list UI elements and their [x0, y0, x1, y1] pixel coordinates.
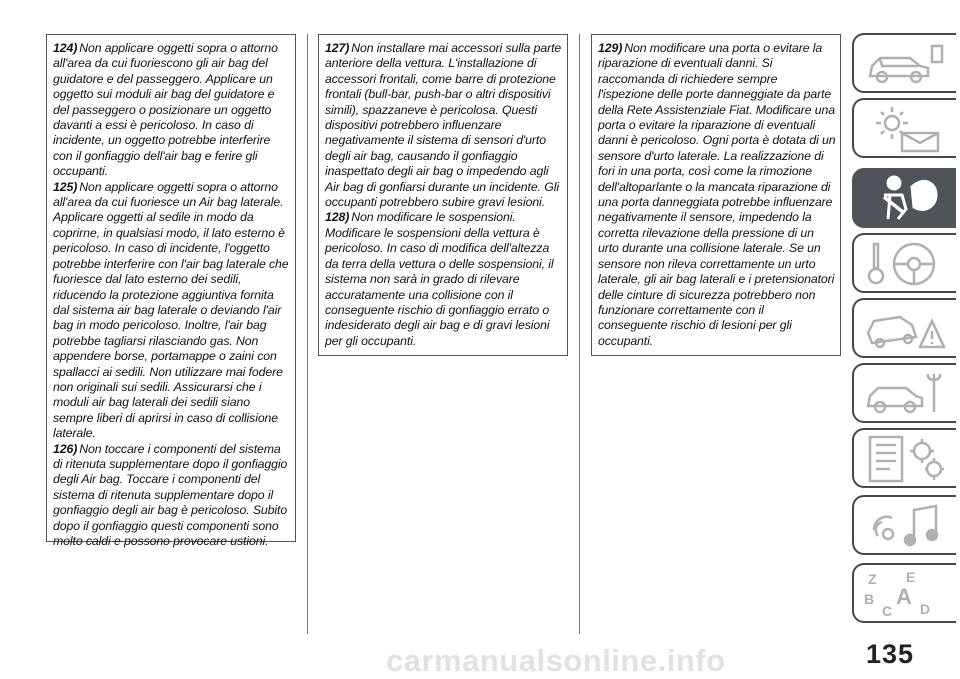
- warning-box-3: [591, 34, 841, 356]
- warning-text: Non applicare oggetti sopra o attorno all'area da cui fuoriesce un Air bag laterale. Applicare oggetti al sedile in modo da coprirne, in qualsiasi modo, il lato esterno è pericoloso. In caso di incidente, l'oggetto potrebbe interferire con l'air bag laterale che fuoriesce dal lato esterno dei sedili, riducendo la protezione aggiuntiva fornita dal sistema air bag laterale o deviando l'air bag in modo pericoloso. Inoltre, l'air bag potrebbe tagliarsi rilasciando gas. Non appendere borse, portamappe o zaini con spallacci ai sedili. Non utilizzare mai fodere non originali sui sedili. Assicurarsi che i moduli air bag laterali dei sedili siano sempre liberi di aprirsi in caso di collisione laterale.: [53, 179, 289, 441]
- chapter-tab-starting-driving[interactable]: [852, 233, 956, 293]
- key-steering-wheel-icon: [862, 238, 950, 288]
- warning-item: [53, 41, 291, 180]
- warning-box-2: [318, 34, 568, 356]
- chapter-tab-safety[interactable]: [852, 168, 956, 228]
- column-divider-left: [307, 34, 308, 634]
- warning-item: [325, 210, 563, 349]
- watermark: carmanualsonline.info: [386, 643, 726, 678]
- warning-number: 127): [325, 41, 350, 55]
- car-breakdown-icon: [862, 303, 950, 353]
- index-letter-e: E: [906, 569, 916, 585]
- chapter-tab-warning-lights[interactable]: [852, 98, 956, 158]
- technical-specs-icon: [862, 433, 950, 483]
- warning-item: [598, 41, 836, 349]
- chapter-tab-maintenance[interactable]: [852, 363, 956, 423]
- chapter-tab-technical-data[interactable]: [852, 428, 956, 488]
- warning-text: Non toccare i componenti del sistema di ritenuta supplementare dopo il gonfiaggio degli Air bag. Toccare i componenti del sistema di ritenuta supplementare dopo il gonfiaggio degli air bag è pericoloso. Subito dopo il gonfiaggio questi componenti sono molto caldi e possono provocare ustioni.: [53, 441, 288, 548]
- chapter-tab-multimedia[interactable]: [852, 495, 956, 555]
- alphabetical-index-icon: [862, 568, 950, 618]
- warning-text: Non installare mai accessori sulla parte anteriore della vettura. L'installazione di accessori frontali, come barre di protezione frontali (bull-bar, push-bar o altri dispositivi simili), spazzaneve è pericolosa. Questi dispositivi potrebbero influenzare negativamente il sistema di sensori d'urto degli air bag, causando il gonfiaggio inaspettato degli air bag o impedendo agli Air bag di gonfiarsi durante un incidente. Gli occupanti potrebbero subire gravi lesioni.: [325, 41, 562, 210]
- seatbelt-airbag-icon: [862, 173, 950, 223]
- column-divider-right: [579, 34, 580, 634]
- chapter-tab-car-info[interactable]: [852, 33, 956, 93]
- index-letter-a: A: [896, 584, 912, 609]
- warning-number: 125): [53, 179, 78, 194]
- warning-number: 128): [325, 210, 350, 225]
- chapter-tab-index[interactable]: [852, 563, 956, 623]
- car-maintenance-icon: [862, 368, 950, 418]
- warning-item: [53, 442, 291, 550]
- warning-number: 126): [53, 441, 78, 456]
- warning-item: [325, 41, 563, 210]
- warning-text: Non modificare le sospensioni. Modificare le sospensioni della vettura è pericoloso. In caso di modifica dell'altezza da terra della vettura o delle sospensioni, il sistema non sarà in grado di rilevare accuratamente una collisione con il conseguente rischio di gonfiaggio errato o indesiderato degli air bag e di gravi lesioni per gli occupanti.: [325, 210, 554, 348]
- car-info-icon: [862, 38, 950, 88]
- warning-number: 129): [598, 41, 623, 55]
- chapter-tab-emergency[interactable]: [852, 298, 956, 358]
- warning-number: 124): [53, 41, 78, 55]
- index-letter-c: C: [882, 603, 893, 618]
- warning-lights-icon: [862, 103, 950, 153]
- multimedia-icon: [862, 500, 950, 550]
- page-number: 135: [866, 639, 915, 669]
- index-letter-d: D: [920, 601, 931, 617]
- warning-box-1: [46, 34, 296, 548]
- warning-text: Non modificare una porta o evitare la riparazione di eventuali danni. Si raccomanda di richiedere sempre l'ispezione delle porte danneggiate da parte della Rete Assistenziale Fiat. Modificare una porta o evitare la riparazione di eventuali danni è pericoloso. Ogni porta è dotata di un sensore d'urto laterale. La realizzazione di fori in una porta, così come la rimozione dell'altoparlante o la mancata riparazione di una porta danneggiata potrebbe influenzare negativamente il sensore, impedendo la corretta rilevazione della pressione di un urto durante una collisione laterale. Se un sensore non rileva correttamente un urto laterale, gli air bag laterali e i pretensionatori delle cinture di sicurezza potrebbero non funzionare correttamente con il conseguente rischio di lesioni per gli occupanti.: [598, 41, 836, 348]
- warning-text: Non applicare oggetti sopra o attorno all'area da cui fuoriescono gli air bag del guidatore e del passeggero. Applicare un oggetto sui moduli air bag del guidatore e del passeggero o posizionare un oggetto davanti a essi è pericoloso. In caso di incidente, un oggetto potrebbe interferire con il gonfiaggio dell'air bag e ferire gli occupanti.: [53, 41, 278, 179]
- index-letter-z: Z: [868, 571, 877, 587]
- index-letter-b: B: [864, 591, 875, 607]
- warning-item: [53, 180, 291, 442]
